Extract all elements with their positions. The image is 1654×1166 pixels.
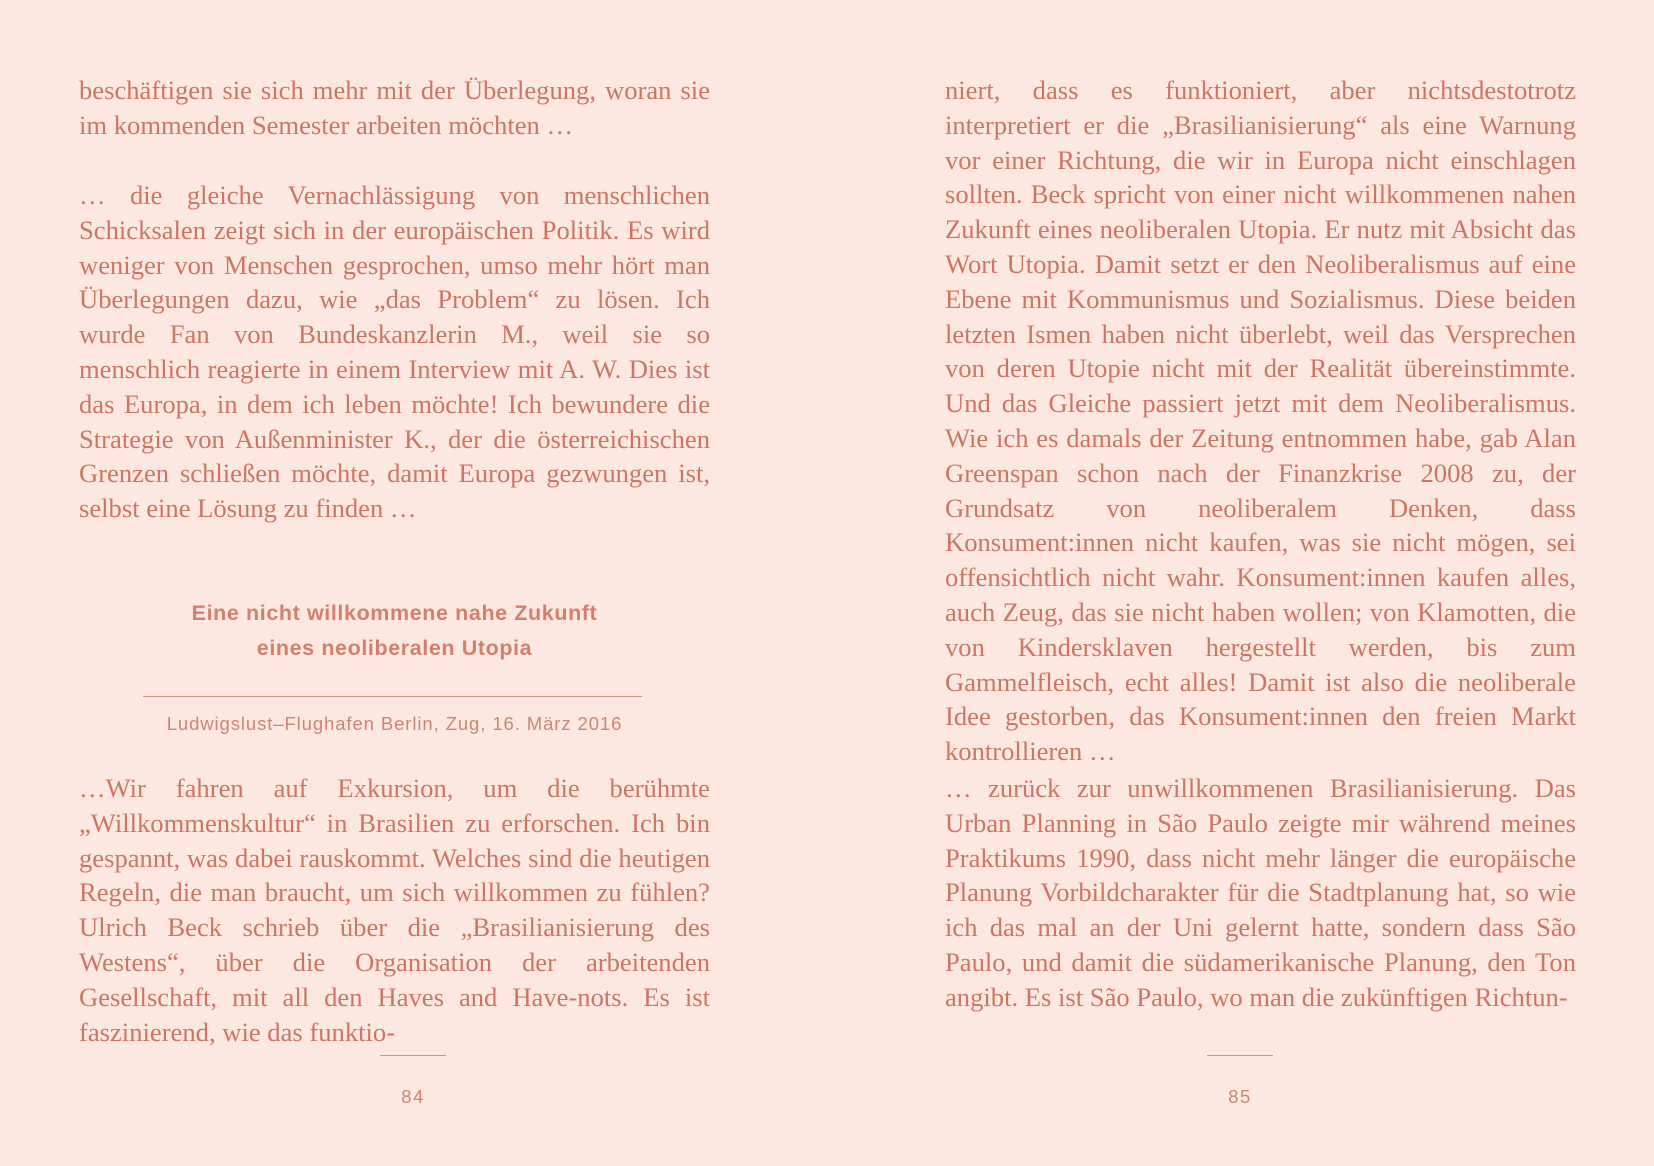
left-paragraph-3: …Wir fahren auf Exkursion, um die berühmte „Willkommenskultur“ in Brasilien zu erforschen. Ich bin gespannt, was dabei rauskommt. Welches sind die heutigen Regeln, die man braucht, um sich willkommen zu fühlen? Ulrich Beck schrieb über die „Brasilianisierung des Westens“, über die Organisation der arbeitenden Gesellschaft, mit all den Haves and Have-nots. Es ist faszinierend, wie das funktio- <box>79 773 710 1047</box>
right-paragraph-2: … zurück zur unwillkommenen Brasilianisierung. Das Urban Planning in São Paulo zeigte mir während meines Praktikums 1990, dass nicht mehr länger die europäische Planung Vorbildcharakter für die Stadtplanung hat, so wie ich das mal an der Uni gelernt hatte, sondern dass São Paulo, und damit die südamerikanische Planung, den Ton angibt. Es ist São Paulo, wo man die zukünftigen Richtun- <box>945 773 1576 1012</box>
right-paragraph-1: niert, dass es funktioniert, aber nichtsdestotrotz interpretiert er die „Brasilianisierung“ als eine Warnung vor einer Richtung, die wir in Europa nicht einschlagen sollten. Beck spricht von einer nicht willkommenen nahen Zukunft eines neoliberalen Utopia. Er nutz mit Absicht das Wort Utopia. Damit setzt er den Neoliberalismus auf eine Ebene mit Kommunismus und Sozialismus. Diese beiden letzten Ismen haben nicht überlebt, weil das Versprechen von deren Utopie nicht mit der Realität übereinstimmte. Und das Gleiche passiert jetzt mit dem Neoliberalismus. Wie ich es damals der Zeitung entnommen habe, gab Alan Greenspan schon nach der Finanzkrise 2008 zu, der Grundsatz von neoliberalem Denken, dass Konsument:innen nicht kaufen, was sie nicht mögen, sei offensichtlich nicht wahr. Konsument:innen kaufen alles, auch Zeug, das sie nicht haben wollen; von Klamotten, die von Kindersklaven hergestellt werden, bis zum Gammelfleisch, echt alles! Damit ist also die neoliberale Idee gestorben, das Konsument:innen den freien Markt kontrollieren … <box>945 75 1576 767</box>
heading-divider <box>143 696 642 697</box>
folio-divider-left <box>380 1055 446 1056</box>
page-number-right: 85 <box>1228 1086 1252 1107</box>
left-paragraph-2: … die gleiche Vernachlässigung von menschlichen Schicksalen zeigt sich in der europäischen Politik. Es wird weniger von Menschen gesprochen, umso mehr hört man Überlegungen dazu, wie „das Problem“ zu lösen. Ich wurde Fan von Bundeskanzlerin M., weil sie so menschlich reagierte in einem Interview mit A. W. Dies ist das Europa, in dem ich leben möchte! Ich bewundere die Strategie von Außenminister K., der die österreichischen Grenzen schließen möchte, damit Europa gezwungen ist, selbst eine Lösung zu finden … <box>79 180 710 524</box>
section-caption: Ludwigslust–Flughafen Berlin, Zug, 16. März 2016 <box>166 713 623 734</box>
section-heading-line-2: eines neoliberalen Utopia <box>256 636 533 660</box>
page-number-left: 84 <box>401 1086 425 1107</box>
folio-divider-right <box>1207 1055 1273 1056</box>
left-paragraph-1: beschäftigen sie sich mehr mit der Überlegung, woran sie im kommenden Semester arbeiten möchten … <box>79 75 710 140</box>
right-page <box>827 0 1654 1166</box>
section-heading-line-1: Eine nicht willkommene nahe Zukunft <box>191 601 598 625</box>
